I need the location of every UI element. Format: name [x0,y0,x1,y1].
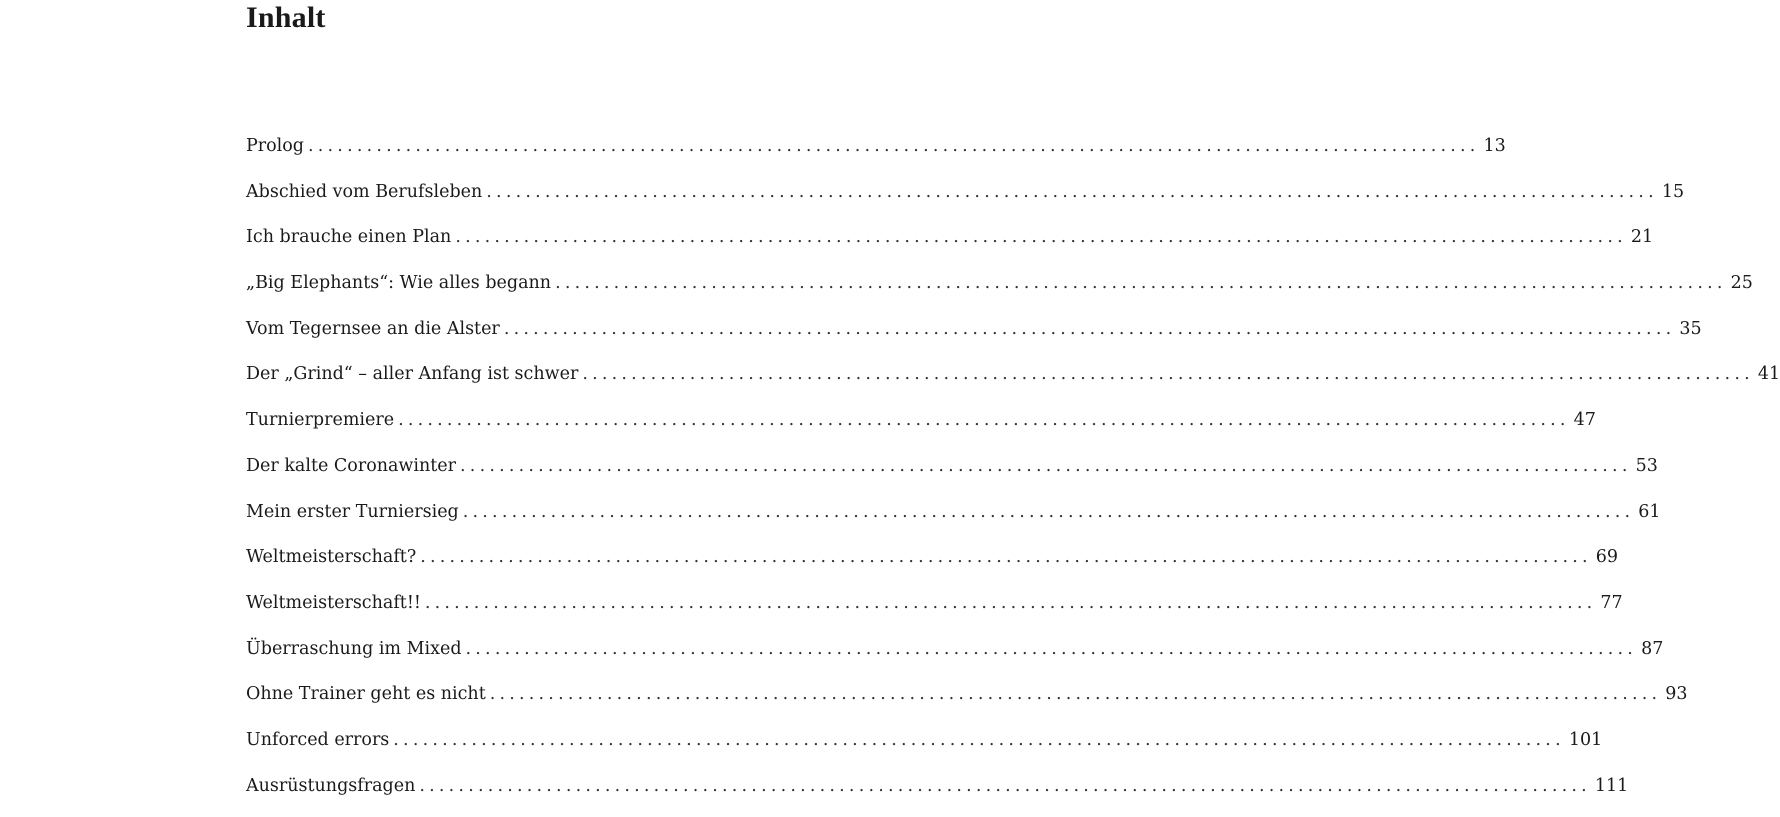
toc-entry-page: 101 [1568,729,1603,750]
toc-entry-page: 13 [1483,136,1506,156]
toc-leader-dots: ........................................................................................................................ [555,273,1727,294]
toc-entry-page: 25 [1730,273,1753,294]
toc-entry-title: Vom Tegernsee an die Alster [246,318,500,339]
toc-entry [246,360,1780,406]
toc-entry-page: 53 [1635,455,1658,476]
toc-entry [246,132,1506,178]
toc-leader-dots: ........................................................................................................................ [582,364,1754,385]
toc-entry [246,406,1596,452]
toc-entry-title: Weltmeisterschaft!! [246,592,421,613]
toc-leader-dots: ........................................................................................................................ [398,410,1570,431]
toc-entry [246,452,1658,498]
toc-entry [246,772,1629,817]
toc-entry [246,635,1664,681]
toc-entry-title: Unforced errors [246,729,390,750]
toc-entry-title: Prolog [246,136,305,156]
toc-entry-title: Abschied vom Berufsleben [246,181,483,202]
toc-entry [246,543,1619,589]
toc-entry-page: 111 [1594,775,1629,796]
toc-entry-title: Ausrüstungsfragen [246,775,416,796]
toc-leader-dots: ........................................................................................................................ [465,638,1638,659]
toc-entry-title: Turnierpremiere [246,410,395,431]
toc-entry-page: 77 [1600,592,1623,613]
toc-entry-page: 93 [1665,684,1688,705]
toc-leader-dots: ........................................................................................................................ [460,455,1632,476]
toc-entry-page: 41 [1757,364,1780,385]
toc-leader-dots: ........................................................................................................................ [455,227,1627,248]
toc-entry-page: 69 [1595,547,1619,568]
toc-entry-title: Mein erster Turniersieg [246,501,459,522]
toc-leader-dots: ........................................................................................................................ [393,729,1565,750]
toc-entry-page: 87 [1641,638,1664,659]
toc-entry [246,498,1661,544]
toc-leader-dots: ........................................................................................................................ [424,592,1597,613]
table-of-contents [246,132,1780,817]
toc-entry-page: 47 [1573,410,1596,431]
toc-entry [246,223,1654,269]
toc-entry-page: 21 [1630,227,1654,248]
toc-entry-title: „Big Elephants“: Wie alles begann [246,273,552,294]
toc-entry [246,269,1753,315]
page-title: Inhalt [246,1,326,34]
toc-leader-dots: ........................................................................................................................ [462,501,1635,522]
toc-entry [246,589,1623,635]
toc-entry-title: Ohne Trainer geht es nicht [246,684,486,705]
toc-entry-page: 35 [1679,318,1702,339]
toc-leader-dots: ........................................................................................................................ [503,318,1676,339]
toc-entry-title: Ich brauche einen Plan [246,227,452,248]
toc-leader-dots: ........................................................................................................................ [420,547,1592,568]
toc-leader-dots: ........................................................................................................................ [486,181,1658,202]
toc-leader-dots: ........................................................................................................................ [308,136,1480,156]
toc-entry-page: 61 [1638,501,1661,522]
toc-leader-dots: ........................................................................................................................ [489,684,1662,705]
toc-entry-title: Überraschung im Mixed [246,638,462,659]
toc-entry [246,680,1688,726]
toc-entry [246,726,1603,772]
toc-entry-title: Der kalte Coronawinter [246,455,457,476]
toc-entry-page: 15 [1661,181,1685,202]
toc-entry [246,315,1702,361]
toc-entry-title: Der „Grind“ – aller Anfang ist schwer [246,364,579,385]
toc-entry [246,178,1685,224]
toc-leader-dots: ........................................................................................................................ [419,775,1591,796]
toc-entry-title: Weltmeisterschaft? [246,547,417,568]
